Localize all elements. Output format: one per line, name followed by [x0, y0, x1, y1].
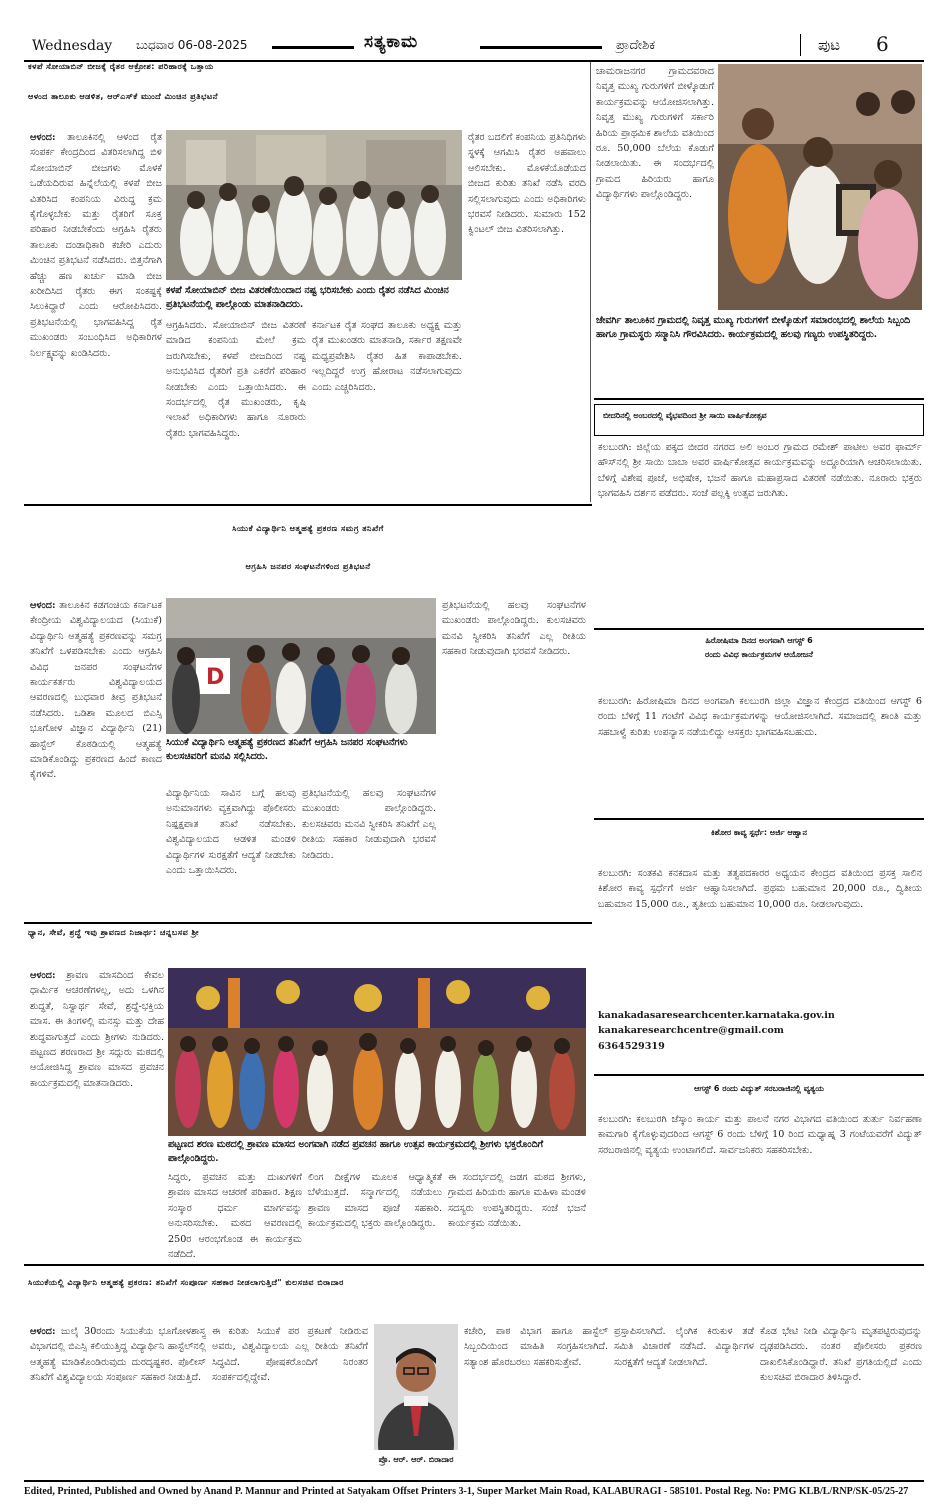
- saibaba-title: ಬೀದರಿನಲ್ಲಿ ಅಂಬರದಲ್ಲಿ ವೈಭವದಿಂದ ಶ್ರೀ ಸಾಯಿ ವಾರ್ಷಿಕೋತ್ಸವ: [603, 411, 767, 420]
- story4-body-1: ಜುಲೈ 30ರಂದು ಸಿಯುಕೆಯ ಭೂಗೋಳಶಾಸ್ತ್ರ ವಿಭಾಗದಲ್ಲಿ ಬಿಎಸ್ಸಿ ಕಲಿಯುತ್ತಿದ್ದ ವಿದ್ಯಾರ್ಥಿನಿ ಹಾಸ್ಟೆಲ್‌ನಲ್ಲಿ ಆತ್ಮಹತ್ಯೆ ಮಾಡಿಕೊಂಡಿರುವುದು ದುರದೃಷ್ಟಕರ. ಪೊಲೀಸ್ ತನಿಖೆಗೆ ವಿಶ್ವವಿದ್ಯಾಲಯ ಸಂಪೂರ್ಣ ಸಹಕಾರ ನೀಡುತ್ತಿದೆ.: [30, 1326, 206, 1384]
- hiroshima-title-box: [596, 634, 922, 690]
- story1-photo-caption: ಕಳಪೆ ಸೋಯಾಬಿನ್ ಬೀಜ ವಿತರಣೆಯಿಂದಾದ ನಷ್ಟ ಭರಿಸಬೇಕು ಎಂದು ರೈತರ ನಡೆಸಿದ ಮಿಂಚಿನ ಪ್ರತಿಭಟನೆಯಲ್ಲಿ ಪಾಲ್ಗೊಂಡು ಮಾತನಾಡಿದರು.: [166, 285, 449, 310]
- farewell-photo-caption: ಜೇವರ್ಗಿ ತಾಲೂಕಿನ ಗ್ರಾಮದಲ್ಲಿ ನಿವೃತ್ತ ಮುಖ್ಯ ಗುರುಗಳಿಗೆ ಬೀಳ್ಕೊಡುಗೆ ಸಮಾರಂಭದಲ್ಲಿ ಶಾಲೆಯ ಸಿಬ್ಬಂದಿ ಹಾಗೂ ಗ್ರಾಮಸ್ಥರು ಸನ್ಮಾನಿಸಿ ಗೌರವಿಸಿದರು. ಕಾರ್ಯಕ್ರಮದಲ್ಲಿ ಹಲವು ಗಣ್ಯರು ಉಪಸ್ಥಿತರಿದ್ದರು.: [596, 315, 911, 340]
- story1-dateline: ಆಳಂದ:: [30, 132, 56, 143]
- masthead: [24, 30, 924, 60]
- farewell-ceremony-photo: [718, 64, 922, 310]
- story1-kicker: ಕಳಪೆ ಸೋಯಾಬಿನ್ ಬೀಜಕ್ಕೆ ರೈತರ ಆಕ್ರೋಶ: ಪರಿಹಾರಕ್ಕೆ ಒತ್ತಾಯ: [28, 62, 214, 71]
- story1-protest-photo: [166, 130, 462, 280]
- story3-column-2: ಸಿದ್ಧರು, ಪ್ರವಚನ ಮತ್ತು ದುಃಖಗಳಿಗೆ ಶ್ರಾವಣ ಮಾಸದ ಆಚರಣೆ ಪರಿಹಾರ. ಶಿಕ್ಷಣ ಸಂಸ್ಕಾರ ಧರ್ಮ ಮಾರ್ಗವನ್ನು ಅನುಸರಿಸಬೇಕು. ಮಠದ ಆವರಣದಲ್ಲಿ 250ರ ಆರಂಭಗೊಂಡ ಈ ಕಾರ್ಯಕ್ರಮ ನಡೆದಿದೆ.: [168, 1172, 302, 1260]
- kavya-website[interactable]: kanakadasaresearchcenter.karnataka.gov.in: [598, 1010, 835, 1021]
- story3-column-4: ಈ ಸಂದರ್ಭದಲ್ಲಿ ಜಡಗ ಮಠದ ಶ್ರೀಗಳು, ಗ್ರಾಮದ ಹಿರಿಯರು ಹಾಗೂ ಮಹಿಳಾ ಮಂಡಳಿ ಸದಸ್ಯರು ಉಪಸ್ಥಿತರಿದ್ದರು. ಸಂಜೆ ಭಜನೆ ಕಾರ್ಯಕ್ರಮ ನಡೆಯಿತು.: [448, 1172, 586, 1230]
- power-title: ಆಗಸ್ಟ್ 6 ರಂದು ವಿದ್ಯುತ್ ಸರಬರಾಜಿನಲ್ಲಿ ವ್ಯತ್ಯಯ: [694, 1084, 824, 1093]
- power-story-column: ಕಲಬುರಗಿ: ಕಲಬುರಗಿ ಜೆಸ್ಕಾಂ ಕಾರ್ಯ ಮತ್ತು ಪಾಲನೆ ನಗರ ವಿಭಾಗದ ವತಿಯಿಂದ ತುರ್ತು ನಿರ್ವಹಣಾ ಕಾಮಗಾರಿ ಕೈಗೊಳ್ಳುವುದರಿಂದ ಆಗಸ್ಟ್ 6 ರಂದು ಬೆಳಿಗ್ಗೆ 10 ರಿಂದ ಮಧ್ಯಾಹ್ನ 3 ಗಂಟೆಯವರೆಗೆ ವಿದ್ಯುತ್ ಸರಬರಾಜಿನಲ್ಲಿ ವ್ಯತ್ಯಯ ಉಂಟಾಗಲಿದೆ. ಸಾರ್ವಜನಿಕರು ಸಹಕರಿಸಬೇಕು.: [598, 1114, 922, 1156]
- story4-column-1: [30, 1324, 206, 1474]
- story2-column-4: ಪ್ರತಿಭಟನೆಯಲ್ಲಿ ಹಲವು ಸಂಘಟನೆಗಳ ಮುಖಂಡರು ಪಾಲ್ಗೊಂಡಿದ್ದರು. ಕುಲಸಚಿವರು ಮನವಿ ಸ್ವೀಕರಿಸಿ ತನಿಖೆಗೆ ಎಲ್ಲ ರೀತಿಯ ಸಹಕಾರ ನೀಡುವುದಾಗಿ ಭರವಸೆ ನೀಡಿದರು.: [442, 600, 586, 658]
- story4-headline: ಸಿಯುಕೆಯಲ್ಲಿ ವಿದ್ಯಾರ್ಥಿನಿ ಆತ್ಮಹತ್ಯೆ ಪ್ರಕರಣ: ತನಿಖೆಗೆ ಸಂಪೂರ್ಣ ಸಹಕಾರ ನೀಡಲಾಗುತ್ತಿದೆ" ಕುಲಸಚಿವ ಬಿರಾದಾರ: [28, 1278, 344, 1287]
- registrar-caption: ಪ್ರೊ. ಆರ್. ಆರ್. ಬಿರಾದಾರ: [378, 1454, 454, 1464]
- story4-dateline: ಆಳಂದ:: [30, 1326, 56, 1337]
- farewell-story-column: ಚಾಮರಾಜನಗರ ಗ್ರಾಮದವರಾದ ನಿವೃತ್ತ ಮುಖ್ಯ ಗುರುಗಳಿಗೆ ಬೀಳ್ಕೊಡುಗೆ ಕಾರ್ಯಕ್ರಮವನ್ನು ಆಯೋಜಿಸಲಾಗಿತ್ತು. ನಿವೃತ್ತ ಮುಖ್ಯ ಗುರುಗಳಿಗೆ ಸರ್ಕಾರಿ ಹಿರಿಯ ಪ್ರಾಥಮಿಕ ಶಾಲೆಯ ವತಿಯಿಂದ ರೂ. 50,000 ಬೆಲೆಯ ಕೊಡುಗೆ ನೀಡಲಾಯಿತು. ಈ ಸಂದರ್ಭದಲ್ಲಿ ಗ್ರಾಮದ ಹಿರಿಯರು ಹಾಗೂ ವಿದ್ಯಾರ್ಥಿಗಳು ಪಾಲ್ಗೊಂಡಿದ್ದರು.: [596, 66, 714, 201]
- footer-rule: [24, 1480, 924, 1482]
- story2-column-3: ಪ್ರತಿಭಟನೆಯಲ್ಲಿ ಹಲವು ಸಂಘಟನೆಗಳ ಮುಖಂಡರು ಪಾಲ್ಗೊಂಡಿದ್ದರು. ಕುಲಸಚಿವರು ಮನವಿ ಸ್ವೀಕರಿಸಿ ತನಿಖೆಗೆ ಎಲ್ಲ ರೀತಿಯ ಸಹಕಾರ ನೀಡುವುದಾಗಿ ಭರವಸೆ ನೀಡಿದರು.: [302, 788, 436, 861]
- story1-headline: ಆಳಂದ ತಾಲೂಕು ಆಡಳಿತ, ಆರ್‌ಎಸ್‌ಕೆ ಮುಂದೆ ಮಿಂಚಿನ ಪ್ರತಿಭಟನೆ: [28, 92, 218, 101]
- story3-column-3: ಲಿಂಗ ದೀಕ್ಷೆಗಳ ಮೂಲಕ ಆಧ್ಯಾತ್ಮಿಕತೆ ಬೆಳೆಯುತ್ತದೆ. ಸನ್ಮಾರ್ಗದಲ್ಲಿ ನಡೆಯಲು ಶ್ರಾವಣ ಮಾಸದ ಪೂಜೆ ಸಹಕಾರಿ. ಕಾರ್ಯಕ್ರಮದಲ್ಲಿ ಭಕ್ತರು ಪಾಲ್ಗೊಂಡಿದ್ದರು.: [308, 1172, 442, 1230]
- column-divider: [590, 62, 591, 502]
- story1-column-4: ರೈತರ ಬದಲಿಗೆ ಕಂಪನಿಯ ಪ್ರತಿನಿಧಿಗಳು ಸ್ಥಳಕ್ಕೆ ಆಗಮಿಸಿ ರೈತರ ಅಹವಾಲು ಆಲಿಸಬೇಕು. ಮೊಳಕೆಯೊಡೆಯದ ಬೀಜದ ಕುರಿತು ತನಿಖೆ ನಡೆಸಿ ವರದಿ ಸಲ್ಲಿಸಲಾಗುವುದು ಎಂದು ಅಧಿಕಾರಿಗಳು ಭರವಸೆ ನೀಡಿದರು. ಸುಮಾರು 152 ಕ್ವಿಂಟಲ್ ಬೀಜ ವಿತರಿಸಲಾಗಿತ್ತು.: [468, 132, 586, 236]
- registrar-portrait: [374, 1324, 458, 1450]
- masthead-rule-right: [480, 46, 602, 49]
- story3-photo-caption: ಪಟ್ಟಣದ ಶರಣ ಮಠದಲ್ಲಿ ಶ್ರಾವಣ ಮಾಸದ ಅಂಗವಾಗಿ ನಡೆದ ಪ್ರವಚನ ಹಾಗೂ ಉತ್ಸವ ಕಾರ್ಯಕ್ರಮದಲ್ಲಿ ಶ್ರೀಗಳು ಭಕ್ತರೊಂದಿಗೆ ಪಾಲ್ಗೊಂಡಿದ್ದರು.: [168, 1139, 544, 1164]
- story2-photo-caption: ಸಿಯುಕೆ ವಿದ್ಯಾರ್ಥಿನಿ ಆತ್ಮಹತ್ಯೆ ಪ್ರಕರಣದ ತನಿಖೆಗೆ ಆಗ್ರಹಿಸಿ ಜನಪರ ಸಂಘಟನೆಗಳು ಕುಲಸಚಿವರಿಗೆ ಮನವಿ ಸಲ್ಲಿಸಿದರು.: [166, 737, 408, 762]
- kavya-phone: 6364529319: [598, 1040, 665, 1052]
- story3-column-1: [30, 968, 164, 1258]
- rule-hiroshima: [594, 628, 924, 630]
- kavya-title-box: [596, 822, 922, 862]
- kavya-contact: [598, 1008, 922, 1070]
- page-label: ಪುಟ: [818, 36, 841, 54]
- story1-headline-box: [28, 92, 588, 128]
- masthead-divider: [800, 34, 801, 56]
- story1-column-3: ಕರ್ನಾಟಕ ರೈತ ಸಂಘದ ತಾಲೂಕು ಅಧ್ಯಕ್ಷ ಮತ್ತು ರೈತ ಮುಖಂಡರು ಮಾತನಾಡಿ, ಸರ್ಕಾರ ತಕ್ಷಣವೇ ಮಧ್ಯಪ್ರವೇಶಿಸಿ ರೈತರ ಹಿತ ಕಾಪಾಡಬೇಕು. ಇಲ್ಲದಿದ್ದರೆ ಉಗ್ರ ಹೋರಾಟ ನಡೆಸಲಾಗುವುದು ಎಂದು ಎಚ್ಚರಿಸಿದರು.: [312, 320, 462, 393]
- rule-kavya: [594, 818, 924, 820]
- story4-column-2: ಈ ಕುರಿತು ಸಿಯುಕೆ ಪರ ಪ್ರಕಟಣೆ ನೀಡಿರುವ ಅವರು, ವಿಶ್ವವಿದ್ಯಾಲಯ ಎಲ್ಲ ರೀತಿಯ ತನಿಖೆಗೆ ಸಿದ್ಧವಿದೆ. ಪೋಷಕರೊಂದಿಗೆ ನಿರಂತರ ಸಂಪರ್ಕದಲ್ಲಿದ್ದೇವೆ.: [212, 1326, 368, 1384]
- section-name: ಪ್ರಾದೇಶಿಕ: [616, 38, 656, 53]
- kavya-email[interactable]: kanakaresearchcentre@gmail.com: [598, 1025, 784, 1037]
- story1-column-2: ಆಗ್ರಹಿಸಿದರು. ಸೋಯಾಬಿನ್ ಬೀಜ ವಿತರಣೆ ಮಾಡಿದ ಕಂಪನಿಯ ಮೇಲೆ ಕ್ರಮ ಜರುಗಿಸಬೇಕು, ಕಳಪೆ ಬೀಜದಿಂದ ನಷ್ಟ ಅನುಭವಿಸಿದ ರೈತರಿಗೆ ಪ್ರತಿ ಎಕರೆಗೆ ಪರಿಹಾರ ನೀಡಬೇಕು ಎಂದು ಒತ್ತಾಯಿಸಿದರು. ಈ ಸಂದರ್ಭದಲ್ಲಿ ರೈತ ಮುಖಂಡರು, ಕೃಷಿ ಇಲಾಖೆ ಅಧಿಕಾರಿಗಳು ಹಾಗೂ ನೂರಾರು ರೈತರು ಭಾಗವಹಿಸಿದ್ದರು.: [166, 320, 306, 439]
- footer-imprint: Edited, Printed, Published and Owned by Anand P. Mannur and Printed at Satyakam Offset Printers 3-1, Super Market Main Road, KALABURAGI - 585101. Postal Reg. No: PMG KLB/L/RNP/SK-05/25-27: [24, 1486, 909, 1497]
- saibaba-title-box: [594, 404, 924, 436]
- story2-protest-photo: [166, 598, 436, 734]
- story2-headline-line1: ಸಿಯುಕೆ ವಿದ್ಯಾರ್ಥಿನಿ ಆತ್ಮಹತ್ಯೆ ಪ್ರಕರಣ ಸಮಗ್ರ ತನಿಖೆಗೆ: [232, 524, 384, 533]
- story1-body-1: ತಾಲೂಕಿನಲ್ಲಿ ಆಳಂದ ರೈತ ಸಂಪರ್ಕ ಕೇಂದ್ರದಿಂದ ವಿತರಿಸಲಾಗಿದ್ದ ಬಿಳಿ ಸೋಯಾಬಿನ್ ಬೀಜಗಳು ಮೊಳಕೆ ಒಡೆಯದಿರುವ ಹಿನ್ನೆಲೆಯಲ್ಲಿ ಕಳಪೆ ಬೀಜ ವಿತರಿಸಿದ ಕಂಪನಿಯ ವಿರುದ್ಧ ಕ್ರಮ ಕೈಗೊಳ್ಳಬೇಕು ಮತ್ತು ರೈತರಿಗೆ ಸೂಕ್ತ ಪರಿಹಾರ ನೀಡಬೇಕೆಂದು ಆಗ್ರಹಿಸಿ ರೈತರು ತಾಲೂಕು ದಂಡಾಧಿಕಾರಿ ಕಚೇರಿ ಎದುರು ಮಿಂಚಿನ ಪ್ರತಿಭಟನೆ ನಡೆಸಿದರು. ಬಿತ್ತನೆಗಾಗಿ ಹೆಚ್ಚು ಹಣ ಖರ್ಚು ಮಾಡಿ ಬೀಜ ಖರೀದಿಸಿದ ರೈತರು ಈಗ ಸಂಕಷ್ಟಕ್ಕೆ ಸಿಲುಕಿದ್ದಾರೆ ಎಂದು ಆರೋಪಿಸಿದರು. ಪ್ರತಿಭಟನೆಯಲ್ಲಿ ಭಾಗವಹಿಸಿದ್ದ ರೈತ ಮುಖಂಡರು ಸಂಬಂಧಿಸಿದ ಅಧಿಕಾರಿಗಳ ನಿರ್ಲಕ್ಷ್ಯವನ್ನು ಖಂಡಿಸಿದರು.: [30, 132, 162, 359]
- hiroshima-title-line2: ರಂದು ವಿವಿಧ ಕಾರ್ಯಕ್ರಮಗಳ ಆಯೋಜನೆ: [705, 650, 813, 659]
- hiroshima-story-column: ಕಲಬುರಗಿ: ಹಿರೋಷಿಮಾ ದಿನದ ಅಂಗವಾಗಿ ಕಲಬುರಗಿ ಜಿಲ್ಲಾ ವಿಜ್ಞಾನ ಕೇಂದ್ರದ ವತಿಯಿಂದ ಆಗಸ್ಟ್ 6 ರಂದು ಬೆಳಿಗ್ಗೆ 11 ಗಂಟೆಗೆ ವಿವಿಧ ಕಾರ್ಯಕ್ರಮಗಳನ್ನು ಆಯೋಜಿಸಲಾಗಿದೆ. ಸಮಾಜದಲ್ಲಿ ಶಾಂತಿ ಮತ್ತು ಸಹಬಾಳ್ವೆ ಕುರಿತು ಉಪನ್ಯಾಸ ನಡೆಯಲಿದ್ದು ಆಸಕ್ತರು ಭಾಗವಹಿಸಬಹುದು.: [598, 696, 922, 738]
- masthead-rule-left: [272, 46, 354, 49]
- story2-dateline: ಆಳಂದ:: [30, 600, 56, 611]
- story3-dateline: ಆಳಂದ:: [30, 970, 56, 981]
- newspaper-name: ಸತ್ಯಕಾಮ: [364, 32, 419, 52]
- story2-headline-box: [28, 510, 588, 594]
- page-number: 6: [876, 32, 889, 56]
- svg-text:D: D: [206, 665, 225, 690]
- story2-body-1: ತಾಲೂಕಿನ ಕಡಗಂಚಿಯ ಕರ್ನಾಟಕ ಕೇಂದ್ರೀಯ ವಿಶ್ವವಿದ್ಯಾಲಯದ (ಸಿಯುಕೆ) ವಿದ್ಯಾರ್ಥಿನಿ ಆತ್ಮಹತ್ಯೆ ಪ್ರಕರಣವನ್ನು ಸಮಗ್ರ ತನಿಖೆಗೆ ಒಳಪಡಿಸಬೇಕು ಎಂದು ಆಗ್ರಹಿಸಿ ವಿವಿಧ ಜನಪರ ಸಂಘಟನೆಗಳ ಕಾರ್ಯಕರ್ತರು ವಿಶ್ವವಿದ್ಯಾಲಯದ ಆವರಣದಲ್ಲಿ ಬುಧವಾರ ತೀವ್ರ ಪ್ರತಿಭಟನೆ ನಡೆಸಿದರು. ಒಡಿಶಾ ಮೂಲದ ಬಿಎಸ್ಸಿ ಭೂಗೋಳ ವಿಜ್ಞಾನ ವಿದ್ಯಾರ್ಥಿನಿ (21) ಹಾಸ್ಟೆಲ್ ಕೊಠಡಿಯಲ್ಲಿ ಆತ್ಮಹತ್ಯೆ ಮಾಡಿಕೊಂಡಿದ್ದು ಪ್ರಕರಣದ ಹಿಂದೆ ಕಾಣದ ಕೈಗಳಿವೆ.: [30, 600, 162, 781]
- story4-headline-box: [28, 1270, 924, 1318]
- issue-date: ಬುಧವಾರ 06-08-2025: [136, 38, 248, 52]
- power-title-box: [596, 1078, 922, 1110]
- story2-headline-line2: ಆಗ್ರಹಿಸಿ ಜನಪರ ಸಂಘಟನೆಗಳಿಂದ ಪ್ರತಿಭಟನೆ: [245, 562, 371, 571]
- weekday: Wednesday: [32, 38, 113, 54]
- rule-story4: [24, 1264, 924, 1266]
- hiroshima-title-line1: ಹಿರೋಷಿಮಾ ದಿನದ ಅಂಗವಾಗಿ ಆಗಸ್ಟ್ 6: [705, 636, 813, 645]
- story4-column-5: ಕೊಡ ಭೇಟಿ ನೀಡಿ ವಿದ್ಯಾರ್ಥಿನಿ ಮೃತಪಟ್ಟಿರುವುದನ್ನು ದೃಢಪಡಿಸಿದರು. ನಂತರ ಪೊಲೀಸರು ಪ್ರಕರಣ ದಾಖಲಿಸಿಕೊಂಡಿದ್ದಾರೆ. ತನಿಖೆ ಪ್ರಗತಿಯಲ್ಲಿದೆ ಎಂದು ಕುಲಸಚಿವ ಬಿರಾದಾರ ತಿಳಿಸಿದ್ದಾರೆ.: [760, 1326, 922, 1384]
- rule-story2: [24, 504, 592, 506]
- story4-column-4: ಪ್ರಸ್ತಾಪಿಸಲಾಗಿದೆ. ಲೈಂಗಿಕ ಕಿರುಕುಳ ತಡೆ ಸಮಿತಿ ವಿಚಾರಣೆ ನಡೆಸಿದೆ. ವಿದ್ಯಾರ್ಥಿಗಳ ಸುರಕ್ಷತೆಗೆ ಆದ್ಯತೆ ನೀಡಲಾಗಿದೆ.: [614, 1326, 754, 1368]
- story3-temple-photo: [168, 968, 586, 1136]
- story2-column-2: ವಿದ್ಯಾರ್ಥಿನಿಯ ಸಾವಿನ ಬಗ್ಗೆ ಹಲವು ಅನುಮಾನಗಳು ವ್ಯಕ್ತವಾಗಿದ್ದು ಪೊಲೀಸರು ನಿಷ್ಪಕ್ಷಪಾತ ತನಿಖೆ ನಡೆಸಬೇಕು. ವಿಶ್ವವಿದ್ಯಾಲಯದ ಆಡಳಿತ ಮಂಡಳಿ ವಿದ್ಯಾರ್ಥಿಗಳ ಸುರಕ್ಷತೆಗೆ ಆದ್ಯತೆ ನೀಡಬೇಕು ಎಂದು ಒತ್ತಾಯಿಸಿದರು.: [166, 788, 296, 877]
- story1-column-1: [30, 130, 162, 500]
- story2-column-1: [30, 598, 162, 918]
- story4-column-3: ಕಚೇರಿ, ಪಾಠ ವಿಭಾಗ ಹಾಗೂ ಹಾಸ್ಟೆಲ್ ಸಿಬ್ಬಂದಿಯಿಂದ ಮಾಹಿತಿ ಸಂಗ್ರಹಿಸಲಾಗಿದೆ. ಸತ್ಯಾಂಶ ಹೊರಬರಲು ಸಹಕರಿಸುತ್ತೇವೆ.: [464, 1326, 608, 1368]
- saibaba-story-column: ಕಲಬುರಗಿ: ಜಿಲ್ಲೆಯ ಪಕ್ಕದ ಬೀದರ ನಗರದ ಅಲಿ ಅಂಬರ ಗ್ರಾಮದ ರಮೇಶ್ ಪಾಟೀಲ ಅವರ ಫಾರ್ಮ್ ಹೌಸ್‌ನಲ್ಲಿ ಶ್ರೀ ಸಾಯಿ ಬಾಬಾ ಅವರ ವಾರ್ಷಿಕೋತ್ಸವ ಕಾರ್ಯಕ್ರಮವನ್ನು ಅದ್ದೂರಿಯಾಗಿ ಆಚರಿಸಲಾಯಿತು. ಬೆಳಿಗ್ಗೆ ವಿಶೇಷ ಪೂಜೆ, ಅಭಿಷೇಕ, ಭಜನೆ ಹಾಗೂ ಮಹಾಪ್ರಸಾದ ವಿತರಣೆ ನಡೆಯಿತು. ನೂರಾರು ಭಕ್ತರು ಭಾಗವಹಿಸಿ ದರ್ಶನ ಪಡೆದರು. ಸಂಜೆ ಪಲ್ಲಕ್ಕಿ ಉತ್ಸವ ಜರುಗಿತು.: [598, 442, 922, 500]
- story3-headline: ಧ್ಯಾನ, ಸೇವೆ, ಶ್ರದ್ಧೆ ಇವು ಶ್ರಾವಣದ ನಿಜಾರ್ಥ: ಚನ್ನಬಸವ ಶ್ರೀ: [28, 928, 200, 937]
- kavya-title: ಕಿಶೋರ ಕಾವ್ಯ ಸ್ಪರ್ಧೆ: ಅರ್ಜಿ ಆಹ್ವಾನ: [711, 828, 807, 837]
- rule-story3: [24, 922, 592, 924]
- rule-saibaba: [594, 398, 924, 400]
- story3-body-1: ಶ್ರಾವಣ ಮಾಸದಿಂದ ಕೇವಲ ಧಾರ್ಮಿಕ ಆಚರಣೆಗಳಲ್ಲ, ಅದು ಒಳಗಿನ ಶುದ್ಧತೆ, ನಿಸ್ವಾರ್ಥ ಸೇವೆ, ಶ್ರದ್ಧೆ-ಭಕ್ತಿಯ ಮಾಸ. ಈ ತಿಂಗಳಲ್ಲಿ ಮನಸ್ಸು ಮತ್ತು ದೇಹ ಶುದ್ಧವಾಗುತ್ತದೆ ಎಂದು ಶ್ರೀಗಳು ನುಡಿದರು. ಪಟ್ಟಣದ ಶರಣರಾದ ಶ್ರೀ ಸದ್ಗುರು ಮಠದಲ್ಲಿ ಆಯೋಜಿಸಿದ್ದ ಶ್ರಾವಣ ಮಾಸದ ಪ್ರವಚನ ಕಾರ್ಯಕ್ರಮದಲ್ಲಿ ಮಾತನಾಡಿದರು.: [30, 970, 164, 1089]
- story1-kicker-box: [28, 62, 588, 92]
- kavya-story-column: ಕಲಬುರಗಿ: ಸಂತಕವಿ ಕನಕದಾಸ ಮತ್ತು ತತ್ವಪದಕಾರರ ಅಧ್ಯಯನ ಕೇಂದ್ರದ ವತಿಯಿಂದ ಪ್ರಸಕ್ತ ಸಾಲಿನ ಕಿಶೋರ ಕಾವ್ಯ ಸ್ಪರ್ಧೆಗೆ ಅರ್ಜಿ ಆಹ್ವಾನಿಸಲಾಗಿದೆ. ಪ್ರಥಮ ಬಹುಮಾನ 20,000 ರೂ., ದ್ವಿತೀಯ ಬಹುಮಾನ 15,000 ರೂ., ತೃತೀಯ ಬಹುಮಾನ 10,000 ರೂ. ನೀಡಲಾಗುವುದು.: [598, 868, 922, 910]
- story3-headline-box: [28, 928, 588, 964]
- rule-power: [594, 1074, 924, 1076]
